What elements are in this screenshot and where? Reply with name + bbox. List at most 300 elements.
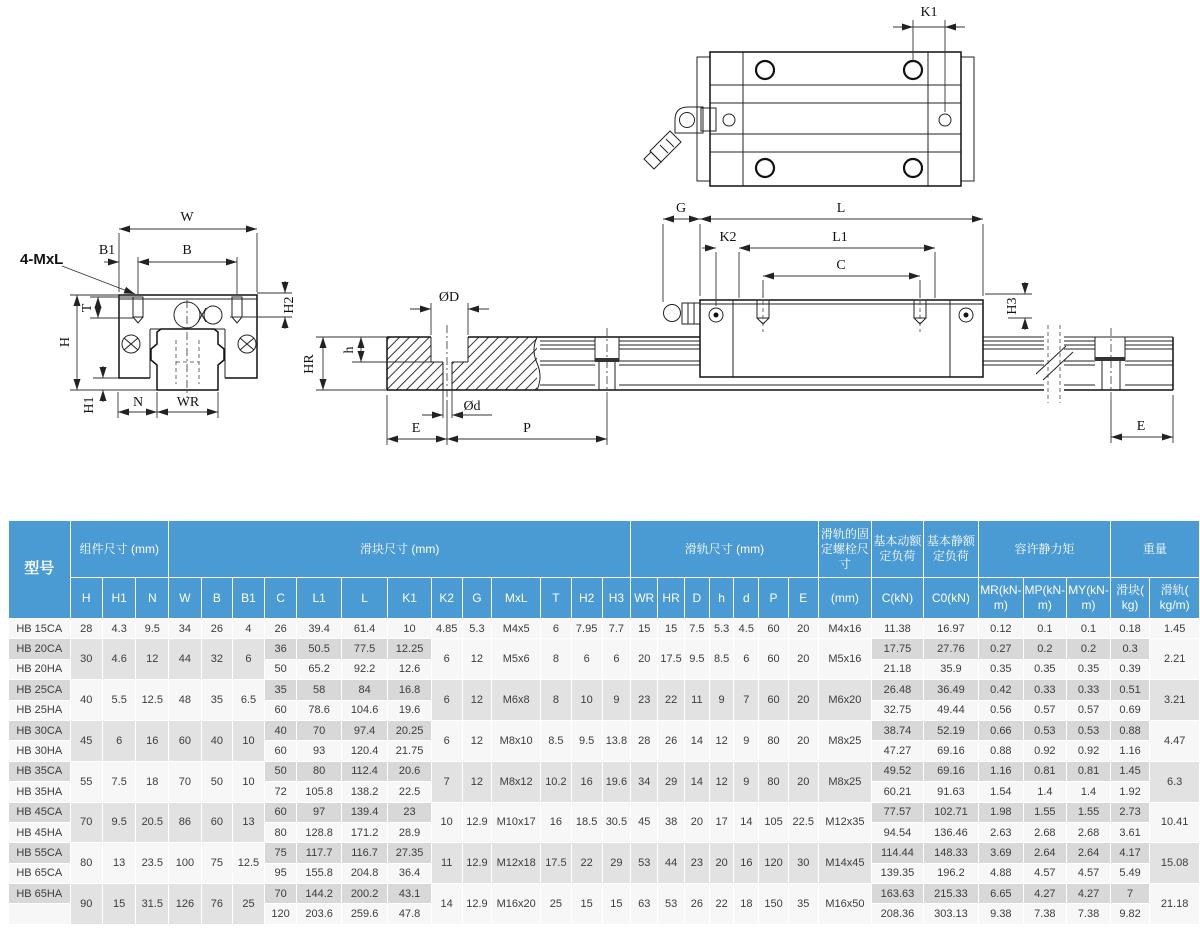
data-cell: 7 xyxy=(1110,884,1149,904)
dim-label-H: H xyxy=(58,336,73,348)
spec-table xyxy=(8,520,1200,925)
data-cell: 7 xyxy=(734,680,759,721)
data-cell: 72 xyxy=(264,782,297,802)
data-cell: 80 xyxy=(297,761,341,781)
dim-label-B: B xyxy=(182,243,192,258)
data-cell: 10 xyxy=(431,802,462,843)
data-cell: 25 xyxy=(233,884,265,925)
data-cell: 9.82 xyxy=(1110,904,1149,924)
data-cell: 10 xyxy=(233,761,265,802)
data-cell: 60 xyxy=(759,619,789,639)
data-cell: 6.5 xyxy=(233,680,265,721)
model-cell: HB 20CA xyxy=(9,639,71,659)
data-cell: 1.55 xyxy=(1023,802,1067,822)
data-cell: 196.2 xyxy=(923,863,979,883)
model-cell: HB 35HA xyxy=(9,782,71,802)
dim-label-W: W xyxy=(180,210,194,225)
data-cell: 7.95 xyxy=(571,619,602,639)
data-cell: 0.66 xyxy=(979,720,1023,740)
data-cell: 0.51 xyxy=(1110,680,1149,700)
group-header: 基本静额定负荷 xyxy=(923,521,979,578)
data-cell: 17.5 xyxy=(658,639,685,680)
data-cell: 6 xyxy=(431,720,462,761)
data-cell: 2.73 xyxy=(1110,802,1149,822)
dim-label-HR: HR xyxy=(302,354,317,374)
data-cell: 259.6 xyxy=(341,904,387,924)
data-cell: 7.38 xyxy=(1067,904,1111,924)
table-row xyxy=(9,680,1200,700)
data-cell: 60 xyxy=(759,680,789,721)
data-cell: 12.9 xyxy=(462,884,492,925)
dim-label-L1: L1 xyxy=(832,230,848,245)
data-cell: 18 xyxy=(734,884,759,925)
data-cell: 80 xyxy=(264,822,297,842)
data-cell: 50 xyxy=(264,659,297,679)
data-cell: 43.1 xyxy=(388,884,432,904)
data-cell: 105.8 xyxy=(297,782,341,802)
data-cell: 6 xyxy=(431,680,462,721)
dim-label-H1: H1 xyxy=(82,396,97,414)
data-cell: 9.5 xyxy=(685,639,710,680)
data-cell: 77.5 xyxy=(341,639,387,659)
data-cell: 47.27 xyxy=(872,741,923,761)
data-cell: 0.53 xyxy=(1023,720,1067,740)
data-cell: 26 xyxy=(264,619,297,639)
data-cell: 5.3 xyxy=(462,619,492,639)
data-cell: 1.55 xyxy=(1067,802,1111,822)
data-cell: M8x12 xyxy=(492,761,541,802)
data-cell: 17.75 xyxy=(872,639,923,659)
data-cell: 30 xyxy=(788,843,818,884)
data-cell: 0.57 xyxy=(1067,700,1111,720)
column-header-MxL: MxL xyxy=(492,578,541,619)
data-cell: 30 xyxy=(70,639,102,680)
table-row xyxy=(9,884,1200,904)
data-cell: 16 xyxy=(571,761,602,802)
data-cell: 50 xyxy=(264,761,297,781)
data-cell: 23 xyxy=(685,843,710,884)
data-cell: 97.4 xyxy=(341,720,387,740)
dim-label-D: ØD xyxy=(438,290,460,305)
data-cell: 6.3 xyxy=(1150,761,1200,802)
data-cell: 12 xyxy=(462,761,492,802)
data-cell: 38.74 xyxy=(872,720,923,740)
column-header-C0(kN): C0(kN) xyxy=(923,578,979,619)
data-cell: 0.57 xyxy=(1023,700,1067,720)
data-cell: 65.2 xyxy=(297,659,341,679)
dim-label-L: L xyxy=(836,201,846,216)
data-cell: 22 xyxy=(709,884,734,925)
data-cell: 48 xyxy=(169,680,202,721)
data-cell: 0.42 xyxy=(979,680,1023,700)
dim-label-K2: K2 xyxy=(719,230,737,245)
data-cell: 138.2 xyxy=(341,782,387,802)
data-cell: 22 xyxy=(658,680,685,721)
data-cell: 0.12 xyxy=(979,619,1023,639)
data-cell: 16.97 xyxy=(923,619,979,639)
data-cell: 0.1 xyxy=(1023,619,1067,639)
data-cell: 29 xyxy=(602,843,631,884)
data-cell: M8x25 xyxy=(818,761,872,802)
data-cell: 40 xyxy=(201,720,232,761)
dim-label-T: T xyxy=(80,303,95,313)
column-header-T: T xyxy=(541,578,572,619)
data-cell: 1.45 xyxy=(1150,619,1200,639)
model-cell: HB 20HA xyxy=(9,659,71,679)
column-header-MR(kN-m): MR(kN-m) xyxy=(979,578,1023,619)
data-cell: 4.85 xyxy=(431,619,462,639)
data-cell: 0.53 xyxy=(1067,720,1111,740)
data-cell: 7.5 xyxy=(102,761,136,802)
dim-label-h: h xyxy=(342,346,357,354)
data-cell: 2.64 xyxy=(1067,843,1111,863)
data-cell: 6 xyxy=(431,639,462,680)
column-header-K1: K1 xyxy=(388,578,432,619)
data-cell: 27.76 xyxy=(923,639,979,659)
data-cell: 126 xyxy=(169,884,202,925)
data-cell: 13.8 xyxy=(602,720,631,761)
data-cell: 12 xyxy=(462,720,492,761)
data-cell: 8.5 xyxy=(541,720,572,761)
model-cell xyxy=(9,904,71,924)
data-cell: 14 xyxy=(685,720,710,761)
column-header-C: C xyxy=(264,578,297,619)
data-cell: 93 xyxy=(297,741,341,761)
group-header: 组件尺寸 (mm) xyxy=(70,521,169,578)
data-cell: 40 xyxy=(70,680,102,721)
top-view-drawing xyxy=(644,5,974,186)
data-cell: 0.3 xyxy=(1110,639,1149,659)
data-cell: 120 xyxy=(264,904,297,924)
data-cell: 69.16 xyxy=(923,761,979,781)
data-cell: 16 xyxy=(541,802,572,843)
data-cell: 22.5 xyxy=(388,782,432,802)
data-cell: 44 xyxy=(169,639,202,680)
dim-label-WR: WR xyxy=(176,395,200,410)
data-cell: 86 xyxy=(169,802,202,843)
data-cell: 21.18 xyxy=(1150,884,1200,925)
data-cell: 22.5 xyxy=(788,802,818,843)
dim-label-N: N xyxy=(132,395,144,410)
dim-label-d: Ød xyxy=(463,399,481,414)
data-cell: M16x50 xyxy=(818,884,872,925)
data-cell: 32 xyxy=(201,639,232,680)
data-cell: 20.5 xyxy=(136,802,169,843)
data-cell: 35.9 xyxy=(923,659,979,679)
data-cell: 92.2 xyxy=(341,659,387,679)
data-cell: 13 xyxy=(233,802,265,843)
side-view-drawing xyxy=(663,201,1173,443)
data-cell: 12 xyxy=(462,639,492,680)
data-cell: 0.81 xyxy=(1067,761,1111,781)
data-cell: 0.39 xyxy=(1110,659,1149,679)
data-cell: M6x20 xyxy=(818,680,872,721)
column-header-d: d xyxy=(734,578,759,619)
column-header-W: W xyxy=(169,578,202,619)
column-header-h: h xyxy=(709,578,734,619)
column-header-P: P xyxy=(759,578,789,619)
data-cell: 32.75 xyxy=(872,700,923,720)
data-cell: 23 xyxy=(388,802,432,822)
data-cell: 136.46 xyxy=(923,822,979,842)
data-cell: 1.98 xyxy=(979,802,1023,822)
data-cell: 52.19 xyxy=(923,720,979,740)
data-cell: 7.5 xyxy=(685,619,710,639)
data-cell: 60 xyxy=(264,802,297,822)
data-cell: 11 xyxy=(685,680,710,721)
data-cell: 28 xyxy=(631,720,658,761)
column-header-C(kN): C(kN) xyxy=(872,578,923,619)
data-cell: 91.63 xyxy=(923,782,979,802)
data-cell: 1.4 xyxy=(1067,782,1111,802)
column-header-G: G xyxy=(462,578,492,619)
data-cell: 36.49 xyxy=(923,680,979,700)
data-cell: 55 xyxy=(70,761,102,802)
data-cell: 10.2 xyxy=(541,761,572,802)
dim-label-H2: H2 xyxy=(282,296,297,314)
model-cell: HB 65CA xyxy=(9,863,71,883)
data-cell: 5.5 xyxy=(102,680,136,721)
data-cell: 20 xyxy=(788,680,818,721)
data-cell: 4.3 xyxy=(102,619,136,639)
group-header: 重量 xyxy=(1110,521,1199,578)
data-cell: 0.35 xyxy=(1067,659,1111,679)
data-cell: 12.25 xyxy=(388,639,432,659)
data-cell: 171.2 xyxy=(341,822,387,842)
data-cell: 2.63 xyxy=(979,822,1023,842)
data-cell: 45 xyxy=(70,720,102,761)
data-cell: 12 xyxy=(709,761,734,802)
data-cell: 6 xyxy=(602,639,631,680)
data-cell: 60 xyxy=(264,741,297,761)
column-header-N: N xyxy=(136,578,169,619)
data-cell: 10 xyxy=(571,680,602,721)
data-cell: 10.41 xyxy=(1150,802,1200,843)
group-header: 容许静力矩 xyxy=(979,521,1111,578)
dim-label-P: P xyxy=(523,421,531,436)
data-cell: 23 xyxy=(631,680,658,721)
data-cell: 50.5 xyxy=(297,639,341,659)
data-cell: 6 xyxy=(541,619,572,639)
data-cell: 0.1 xyxy=(1067,619,1111,639)
model-cell: HB 65HA xyxy=(9,884,71,904)
data-cell: 6 xyxy=(102,720,136,761)
data-cell: 17.5 xyxy=(541,843,572,884)
data-cell: 12 xyxy=(462,680,492,721)
data-cell: 20 xyxy=(788,720,818,761)
data-cell: 20.6 xyxy=(388,761,432,781)
data-cell: 97 xyxy=(297,802,341,822)
data-cell: 60 xyxy=(169,720,202,761)
data-cell: 78.6 xyxy=(297,700,341,720)
data-cell: 44 xyxy=(658,843,685,884)
model-cell: HB 55CA xyxy=(9,843,71,863)
data-cell: 9.38 xyxy=(979,904,1023,924)
data-cell: 21.75 xyxy=(388,741,432,761)
data-cell: 15 xyxy=(102,884,136,925)
column-header-H3: H3 xyxy=(602,578,631,619)
data-cell: 102.71 xyxy=(923,802,979,822)
data-cell: 95 xyxy=(264,863,297,883)
data-cell: 20 xyxy=(685,802,710,843)
data-cell: 200.2 xyxy=(341,884,387,904)
data-cell: 10 xyxy=(233,720,265,761)
data-cell: 4.17 xyxy=(1110,843,1149,863)
data-cell: 6 xyxy=(734,639,759,680)
column-header-D: D xyxy=(685,578,710,619)
data-cell: 35 xyxy=(264,680,297,700)
data-cell: 1.16 xyxy=(1110,741,1149,761)
data-cell: 53 xyxy=(631,843,658,884)
dim-label-B1: B1 xyxy=(98,243,116,258)
data-cell: 9 xyxy=(709,680,734,721)
column-header-WR: WR xyxy=(631,578,658,619)
column-header-MY(kN-m): MY(kN-m) xyxy=(1067,578,1111,619)
data-cell: 15.08 xyxy=(1150,843,1200,884)
column-header-K2: K2 xyxy=(431,578,462,619)
data-cell: 8 xyxy=(541,680,572,721)
data-cell: 70 xyxy=(297,720,341,740)
data-cell: 15 xyxy=(602,884,631,925)
data-cell: 60 xyxy=(201,802,232,843)
data-cell: 18.5 xyxy=(571,802,602,843)
data-cell: 4.57 xyxy=(1067,863,1111,883)
data-cell: 148.33 xyxy=(923,843,979,863)
data-cell: 114.44 xyxy=(872,843,923,863)
data-cell: 9 xyxy=(602,680,631,721)
data-cell: 12.5 xyxy=(233,843,265,884)
data-cell: 9 xyxy=(734,761,759,802)
data-cell: 14 xyxy=(685,761,710,802)
data-cell: 4.27 xyxy=(1023,884,1067,904)
data-cell: 0.69 xyxy=(1110,700,1149,720)
data-cell: 3.61 xyxy=(1110,822,1149,842)
data-cell: 80 xyxy=(759,761,789,802)
data-cell: 19.6 xyxy=(602,761,631,802)
data-cell: 60 xyxy=(264,700,297,720)
data-cell: 28 xyxy=(70,619,102,639)
data-cell: 26.48 xyxy=(872,680,923,700)
data-cell: 70 xyxy=(264,884,297,904)
data-cell: 75 xyxy=(264,843,297,863)
data-cell: 69.16 xyxy=(923,741,979,761)
data-cell: 4.27 xyxy=(1067,884,1111,904)
data-cell: M4x16 xyxy=(818,619,872,639)
data-cell: 27.35 xyxy=(388,843,432,863)
data-cell: 17 xyxy=(709,802,734,843)
column-header-H1: H1 xyxy=(102,578,136,619)
data-cell: 36 xyxy=(264,639,297,659)
group-header: 滑块尺寸 (mm) xyxy=(169,521,631,578)
data-cell: 40 xyxy=(264,720,297,740)
data-cell: 36.4 xyxy=(388,863,432,883)
data-cell: M8x10 xyxy=(492,720,541,761)
data-cell: 0.81 xyxy=(1023,761,1067,781)
data-cell: 45 xyxy=(631,802,658,843)
data-cell: 80 xyxy=(759,720,789,761)
table-row xyxy=(9,639,1200,659)
data-cell: 2.68 xyxy=(1067,822,1111,842)
data-cell: 120.4 xyxy=(341,741,387,761)
data-cell: M8x25 xyxy=(818,720,872,761)
dim-label-E: E xyxy=(411,421,421,436)
column-header-H2: H2 xyxy=(571,578,602,619)
data-cell: 20.25 xyxy=(388,720,432,740)
data-cell: 6.65 xyxy=(979,884,1023,904)
column-header-MP(kN-m): MP(kN-m) xyxy=(1023,578,1067,619)
data-cell: 70 xyxy=(70,802,102,843)
data-cell: 2.64 xyxy=(1023,843,1067,863)
column-header-滑块( kg): 滑块( kg) xyxy=(1110,578,1149,619)
data-cell: 49.52 xyxy=(872,761,923,781)
data-cell: 9.5 xyxy=(102,802,136,843)
data-cell: 150 xyxy=(759,884,789,925)
data-cell: 30.5 xyxy=(602,802,631,843)
data-cell: 29 xyxy=(658,761,685,802)
model-cell: HB 30CA xyxy=(9,720,71,740)
data-cell: 1.54 xyxy=(979,782,1023,802)
front-view-drawing xyxy=(20,210,297,418)
model-column-header: 型号 xyxy=(9,521,71,619)
data-cell: 22 xyxy=(571,843,602,884)
data-cell: 104.6 xyxy=(341,700,387,720)
data-cell: 19.6 xyxy=(388,700,432,720)
data-cell: M5x16 xyxy=(818,639,872,680)
data-cell: 12 xyxy=(136,639,169,680)
column-header-滑轨( kg/m): 滑轨( kg/m) xyxy=(1150,578,1200,619)
data-cell: 3.69 xyxy=(979,843,1023,863)
data-cell: 2.21 xyxy=(1150,639,1200,680)
data-cell: 116.7 xyxy=(341,843,387,863)
data-cell: 112.4 xyxy=(341,761,387,781)
data-cell: 12.9 xyxy=(462,843,492,884)
model-cell: HB 45HA xyxy=(9,822,71,842)
data-cell: 144.2 xyxy=(297,884,341,904)
data-cell: M14x45 xyxy=(818,843,872,884)
data-cell: 0.2 xyxy=(1067,639,1111,659)
data-cell: 90 xyxy=(70,884,102,925)
data-cell: 11 xyxy=(431,843,462,884)
model-cell: HB 15CA xyxy=(9,619,71,639)
data-cell: M16x20 xyxy=(492,884,541,925)
data-cell: 155.8 xyxy=(297,863,341,883)
data-cell: M5x6 xyxy=(492,639,541,680)
column-header-B1: B1 xyxy=(233,578,265,619)
model-cell: HB 25CA xyxy=(9,680,71,700)
data-cell: 204.8 xyxy=(341,863,387,883)
column-header-B: B xyxy=(201,578,232,619)
group-header: 基本动额定负荷 xyxy=(872,521,923,578)
data-cell: 4.5 xyxy=(734,619,759,639)
data-cell: 8 xyxy=(541,639,572,680)
data-cell: 84 xyxy=(341,680,387,700)
group-header: 滑轨的固定螺栓尺寸 xyxy=(818,521,872,578)
dim-label-E-right: E xyxy=(1136,419,1146,434)
data-cell: 5.3 xyxy=(709,619,734,639)
data-cell: 0.92 xyxy=(1067,741,1111,761)
column-header-L: L xyxy=(341,578,387,619)
data-cell: 26 xyxy=(201,619,232,639)
dim-label-K1: K1 xyxy=(920,5,938,20)
data-cell: 31.5 xyxy=(136,884,169,925)
data-cell: 49.44 xyxy=(923,700,979,720)
column-header-(mm): (mm) xyxy=(818,578,872,619)
data-cell: 25 xyxy=(541,884,572,925)
data-cell: M12x18 xyxy=(492,843,541,884)
table-row xyxy=(9,720,1200,740)
dim-label-C: C xyxy=(836,258,846,273)
data-cell: 1.45 xyxy=(1110,761,1149,781)
